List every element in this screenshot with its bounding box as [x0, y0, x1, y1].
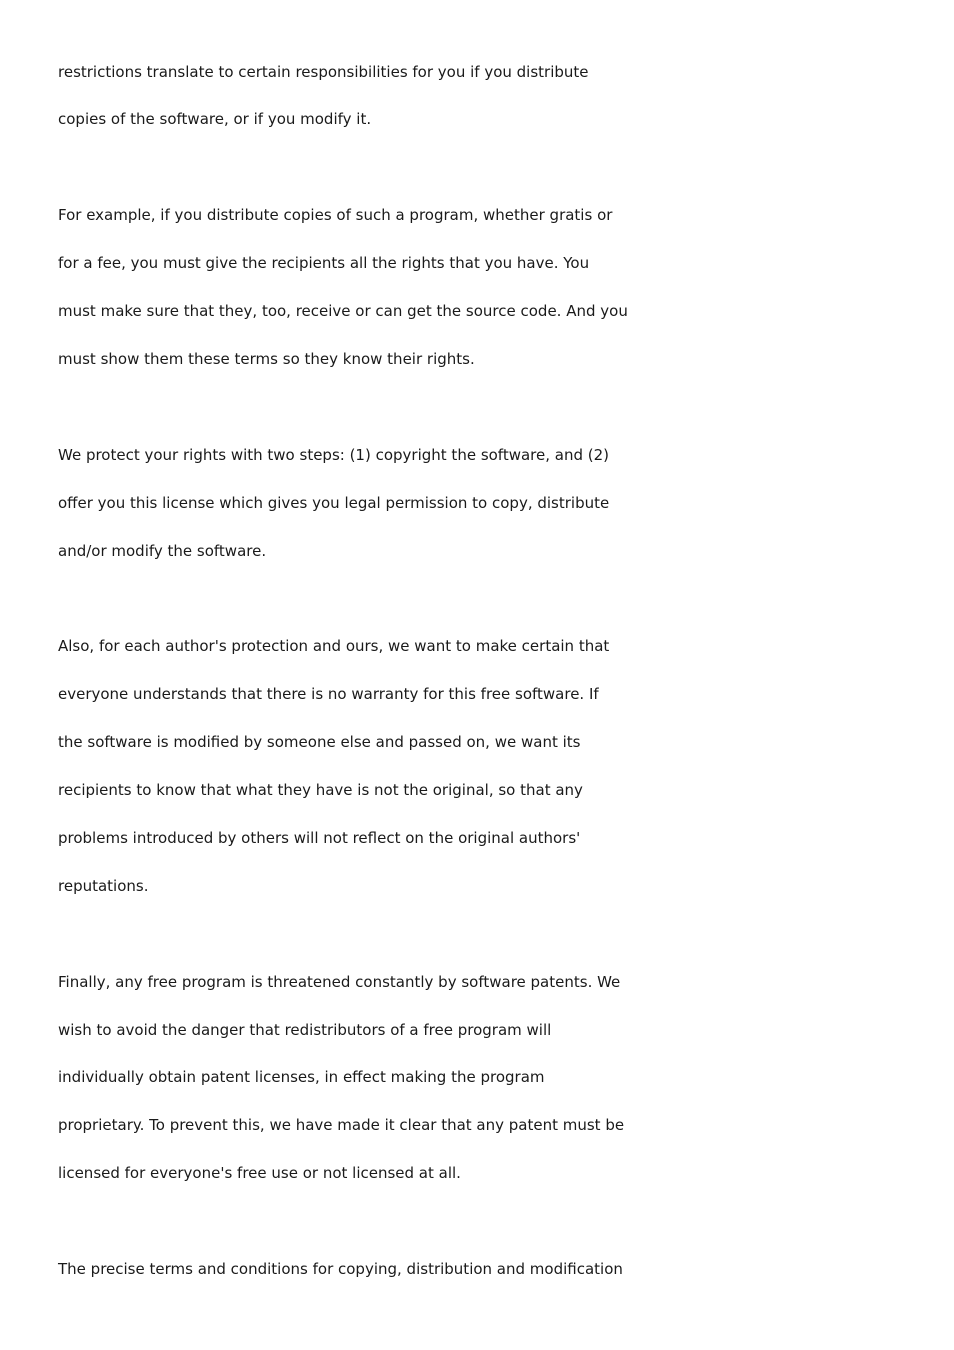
text-line: must show them these terms so they know their rights.	[58, 350, 475, 368]
text-line: Finally, any free program is threatened constantly by software patents. We	[58, 973, 621, 991]
text-line: licensed for everyone's free use or not licensed at all.	[58, 1164, 461, 1182]
text-line: everyone understands that there is no warranty for this free software. If	[58, 685, 599, 703]
text-line: For example, if you distribute copies of such a program, whether gratis or	[58, 206, 613, 224]
text-line: We protect your rights with two steps: (1) copyright the software, and (2)	[58, 446, 610, 464]
text-line: Also, for each author's protection and ours, we want to make certain that	[58, 637, 610, 655]
text-line: offer you this license which gives you legal permission to copy, distribute	[58, 494, 610, 512]
text-line: The precise terms and conditions for copying, distribution and modification	[58, 1260, 623, 1278]
text-line: and/or modify the software.	[58, 542, 267, 560]
text-line: individually obtain patent licenses, in effect making the program	[58, 1068, 545, 1086]
text-line: wish to avoid the danger that redistributors of a free program will	[58, 1021, 552, 1039]
text-line: reputations.	[58, 877, 149, 895]
text-line: copies of the software, or if you modify it.	[58, 110, 372, 128]
text-line: must make sure that they, too, receive or can get the source code. And you	[58, 302, 628, 320]
text-line: the software is modified by someone else and passed on, we want its	[58, 733, 581, 751]
text-line: restrictions translate to certain responsibilities for you if you distribute	[58, 63, 589, 81]
text-line: recipients to know that what they have is not the original, so that any	[58, 781, 583, 799]
text-line: problems introduced by others will not reflect on the original authors'	[58, 829, 581, 847]
text-line: proprietary. To prevent this, we have made it clear that any patent must be	[58, 1116, 625, 1134]
text-line: for a fee, you must give the recipients all the rights that you have. You	[58, 254, 590, 272]
